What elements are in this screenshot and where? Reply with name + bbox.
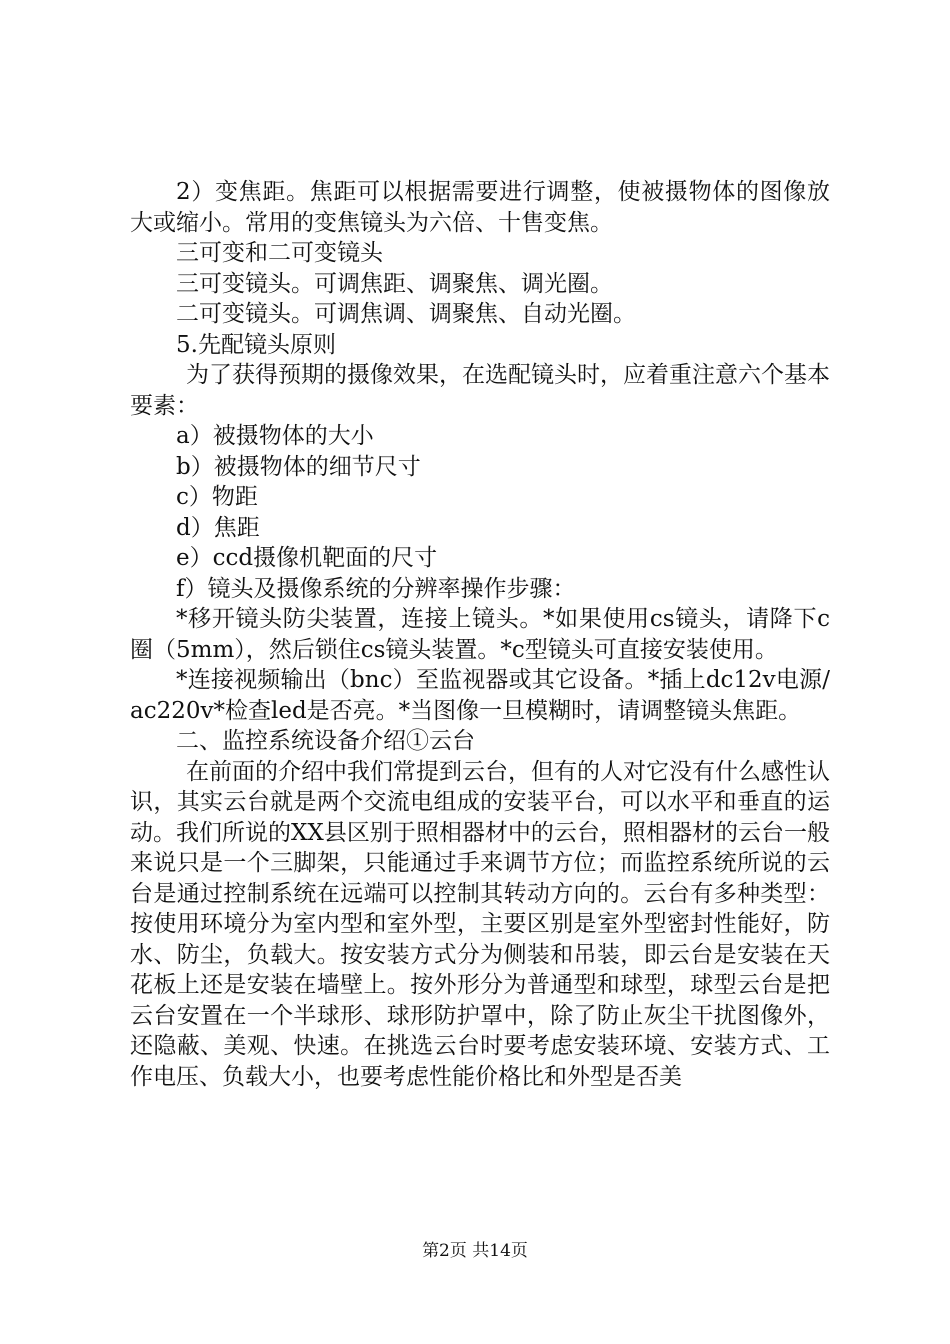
paragraph-zoom-lens: 2）变焦距。焦距可以根据需要进行调整，使被摄物体的图像放大或缩小。常用的变焦镜头为六倍、十售变焦。: [130, 179, 830, 236]
paragraph-lens-selection-intro: 为了获得预期的摄像效果，在选配镜头时，应着重注意六个基本要素：: [130, 362, 830, 419]
list-item-b: b）被摄物体的细节尺寸: [176, 453, 421, 480]
paragraph-two-variable-lens: 二可变镜头。可调焦调、调聚焦、自动光圈。: [176, 301, 636, 327]
paragraph-lens-selection-heading: 5.先配镜头原则: [176, 331, 336, 358]
document-body: [130, 177, 830, 1092]
list-item-e: e）ccd摄像机靶面的尺寸: [176, 545, 438, 571]
paragraph-three-variable-lens: 三可变镜头。可调焦距、调聚焦、调光圈。: [176, 270, 613, 297]
paragraph-steps-1: *移开镜头防尖装置，连接上镜头。*如果使用cs镜头，请降下c圈（5mm），然后锁住cs镜头装置。*c型镜头可直接安装使用。: [130, 606, 830, 663]
section-heading-pan-tilt: 二、监控系统设备介绍①云台: [176, 728, 475, 754]
list-item-a: a）被摄物体的大小: [176, 423, 374, 449]
paragraph-pan-tilt-description: 在前面的介绍中我们常提到云台，但有的人对它没有什么感性认识，其实云台就是两个交流电组成的安装平台，可以水平和垂直的运动。我们所说的XX县区别于照相器材中的云台，照相器材的云台一般来说只是一个三脚架，只能通过手来调节方位；而监控系统所说的云台是通过控制系统在远端可以控制其转动方向的。云台有多种类型：按使用环境分为室内型和室外型，主要区别是室外型密封性能好，防水、防尘，负载大。按安装方式分为侧装和吊装，即云台是安装在天花板上还是安装在墙壁上。按外形分为普通型和球型，球型云台是把云台安置在一个半球形、球形防护罩中，除了防止灰尘干扰图像外，还隐蔽、美观、快速。在挑选云台时要考虑安装环境、安装方式、工作电压、负载大小，也要考虑性能价格比和外型是否美: [130, 758, 830, 1090]
paragraph-steps-2: *连接视频输出（bnc）至监视器或其它设备。*插上dc12v电源/ac220v*检查led是否亮。*当图像一旦模糊时，请调整镜头焦距。: [130, 667, 830, 724]
paragraph-variable-lens-heading: 三可变和二可变镜头: [176, 240, 383, 266]
list-item-c: c）物距: [176, 484, 258, 510]
list-item-d: d）焦距: [176, 514, 260, 541]
page-number-footer: 第2页 共14页: [422, 1241, 528, 1261]
list-item-f: f）镜头及摄像系统的分辨率操作步骤：: [176, 575, 576, 602]
